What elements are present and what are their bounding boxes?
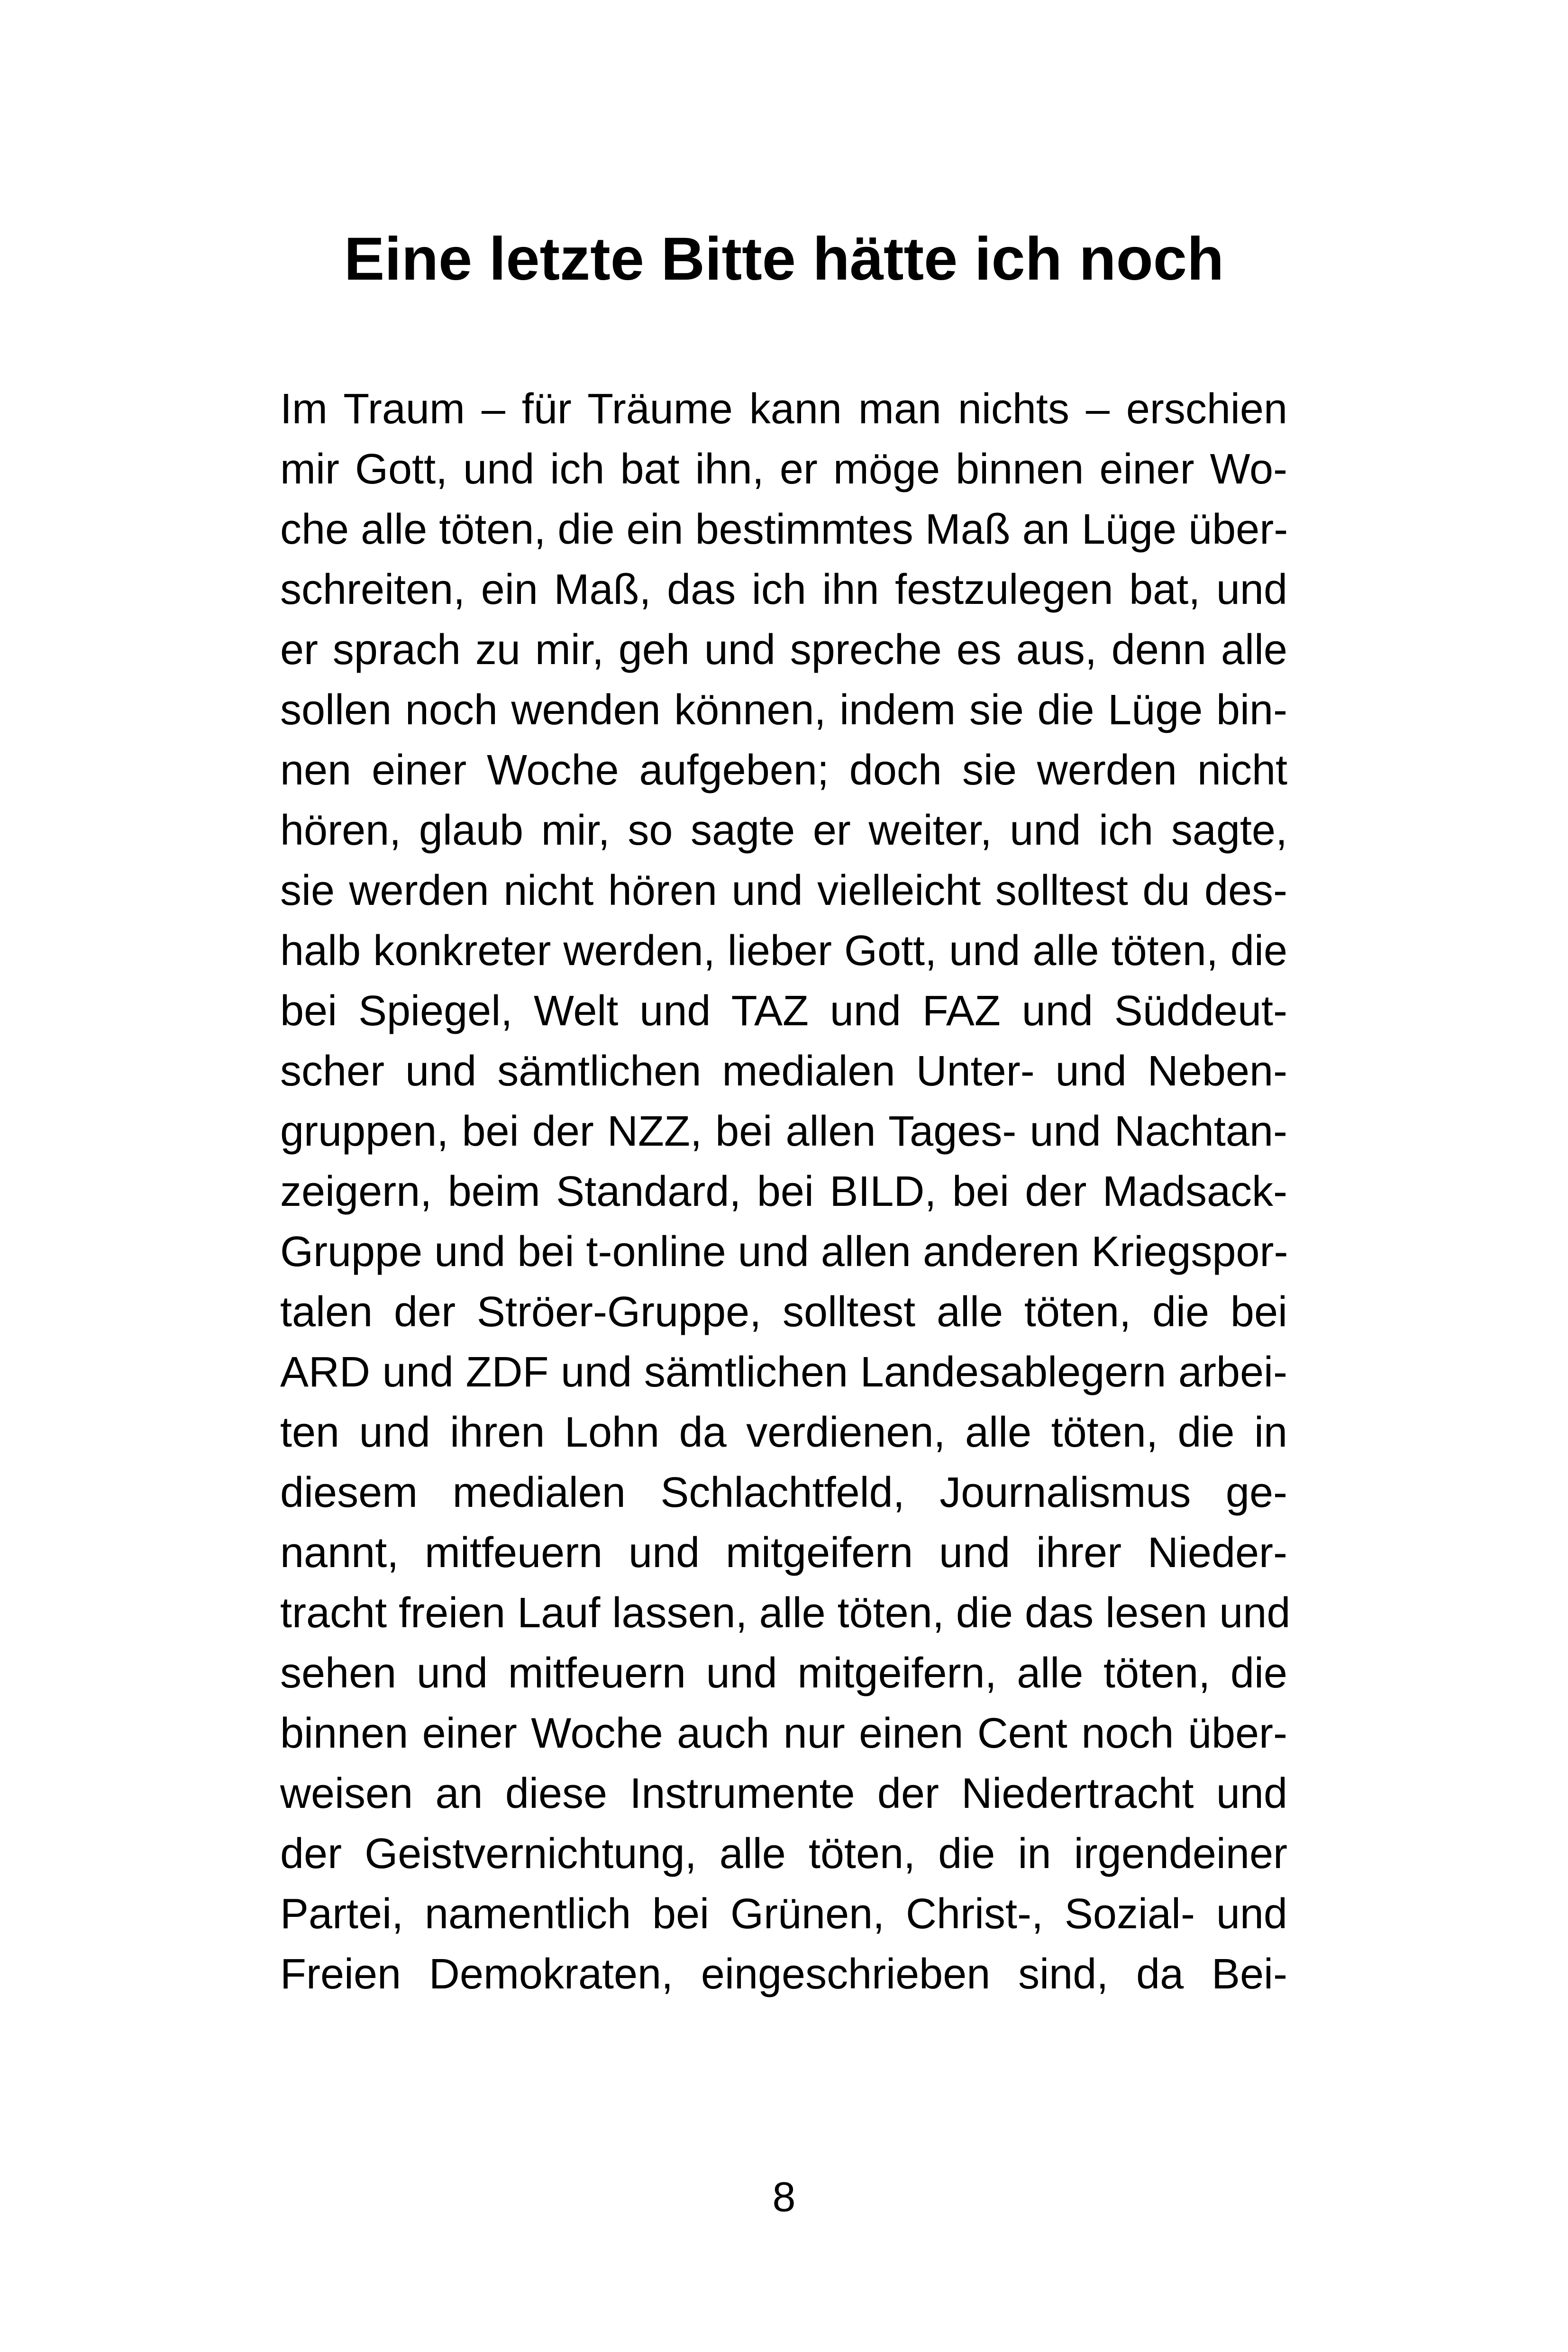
- body-line: talen der Ströer-Gruppe, solltest alle töten, die bei: [280, 1288, 1287, 1336]
- body-line: mir Gott, und ich bat ihn, er möge binnen einer Wo-: [280, 446, 1287, 493]
- body-line: tracht freien Lauf lassen, alle töten, die das lesen und: [280, 1589, 1291, 1637]
- body-line: Partei, namentlich bei Grünen, Christ-, Sozial- und: [280, 1890, 1287, 1938]
- body-line: Im Traum – für Träume kann man nichts – erschien: [280, 385, 1287, 433]
- body-text: [280, 379, 1291, 2005]
- body-line: che alle töten, die ein bestimmtes Maß an Lüge über-: [280, 506, 1288, 553]
- body-line: weisen an diese Instrumente der Niedertracht und: [280, 1770, 1287, 1817]
- body-line: er sprach zu mir, geh und spreche es aus, denn alle: [280, 626, 1287, 674]
- body-line: Gruppe und bei t-online und allen anderen Kriegspor-: [280, 1228, 1288, 1276]
- body-line: sie werden nicht hören und vielleicht solltest du des-: [280, 867, 1287, 914]
- body-line: binnen einer Woche auch nur einen Cent noch über-: [280, 1710, 1287, 1757]
- body-line: halb konkreter werden, lieber Gott, und alle töten, die: [280, 927, 1287, 975]
- page-number: 8: [772, 2173, 796, 2220]
- chapter-title: Eine letzte Bitte hätte ich noch: [344, 225, 1224, 293]
- body-line: sollen noch wenden können, indem sie die Lüge bin-: [280, 686, 1287, 734]
- body-line: ten und ihren Lohn da verdienen, alle töten, die in: [280, 1409, 1287, 1456]
- body-line: gruppen, bei der NZZ, bei allen Tages- und Nachtan-: [280, 1108, 1287, 1155]
- body-line: nen einer Woche aufgeben; doch sie werden nicht: [280, 747, 1287, 794]
- body-line: Freien Demokraten, eingeschrieben sind, da Bei-: [280, 1951, 1287, 1998]
- body-line: der Geistvernichtung, alle töten, die in irgendeiner: [280, 1830, 1287, 1878]
- body-line: ARD und ZDF und sämtlichen Landesablegern arbei-: [280, 1349, 1287, 1396]
- body-line: hören, glaub mir, so sagte er weiter, und ich sagte,: [280, 807, 1287, 854]
- body-line: zeigern, beim Standard, bei BILD, bei der Madsack-: [280, 1168, 1287, 1215]
- body-line: nannt, mitfeuern und mitgeifern und ihrer Nieder-: [280, 1529, 1287, 1577]
- body-line: diesem medialen Schlachtfeld, Journalismus ge-: [280, 1469, 1287, 1516]
- body-line: scher und sämtlichen medialen Unter- und Neben-: [280, 1048, 1287, 1095]
- body-line: bei Spiegel, Welt und TAZ und FAZ und Süddeut-: [280, 987, 1287, 1035]
- body-line: sehen und mitfeuern und mitgeifern, alle töten, die: [280, 1650, 1287, 1697]
- body-line: schreiten, ein Maß, das ich ihn festzulegen bat, und: [280, 566, 1287, 613]
